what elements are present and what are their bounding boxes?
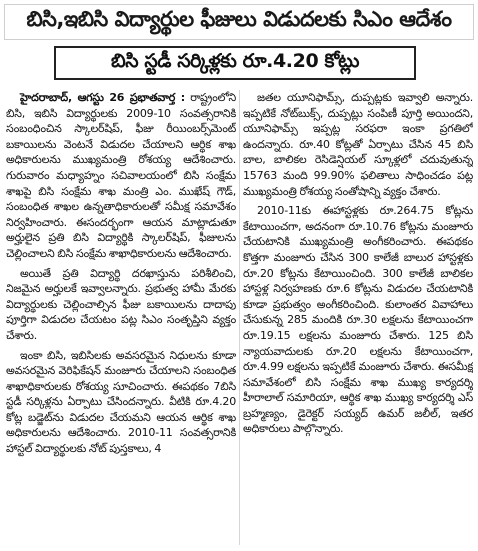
article-paragraph-5: 2010-11కు ఈహాస్టళ్లకు రూ.264.75 కోట్లను కేటాయించగా, అదనంగా రూ.10.76 కోట్లను మంజూరు చేయటానికి ముఖ్యమంత్రి అంగీకరించారు. ఈపథకం కొత్తగా మంజూరు చేసిన 300 కాలేజీ బాలుర హాస్టళ్లకు రూ.20 కోట్లను కేటాయించింది. 300 కాలేజీ బాలికల హాస్టళ్ల నిర్వహణకు రూ.6 కోట్లను విడుదల చేయటానికి కూడా ప్రభుత్వం అంగీకరించింది. కులాంతర వివాహాలు చేసుకున్న 285 మందికి రూ.30 లక్షలను కేటాయించగా రూ.19.15 లక్షలను మంజూరు చేశారు. 125 బిసి న్యాయవాదులకు రూ.20 లక్షలను కేటాయించగా, రూ.4.99 లక్షలను ఇప్పటికే మంజూరు చేశారు. ఈసమీక్ష సమావేశంలో బిసి సంక్షేమ శాఖ ముఖ్య కార్యదర్శి హీరాలాల్ సమారియా, ఆర్థిక శాఖ ముఖ్య కార్యదర్శి ఎస్ బ్రహ్మణ్యం, డైరెక్టర్ సయ్యద్ ఉమర్ జలీల్, ఇతర అధికారులు పాల్గొన్నారు.	[243, 204, 473, 436]
article-paragraph-4: జతల యూనిఫామ్స్, దుప్పట్లకు ఇవ్వాలి అన్నారు. ఇప్పటికే నోట్‌బుక్స్, దుప్పట్లు సంపిణీ పూర్తి అయిందని, యూనిఫామ్స్ ఇప్పట్ల సరఫరా ఇంకా ప్రగతిలో ఉందన్నారు. రూ.40 కోట్లతో ఏర్పాటు చేసిన 45 బిసి బాల, బాలికల రెసిడెన్షియల్ స్కూళ్లలో చదువుతున్న 15763 మంది 99.90% ఫలితాలు సాధించడం పట్ల ముఖ్యమంత్రి రోశయ్య సంతోషాన్ని వ్యక్తం చేశారు.	[243, 91, 473, 198]
article-paragraph-3: ఇంకా బిసి, ఇబిసిలకు అవసరమైన నిధులను కూడా అవసరమైన వెరిఫికేషన్ మంజూరు చేయాలని సంబంధిత శాఖాధికారులకు రోశయ్య సూచించారు. ఈపథకం 7బిసి స్టడీ సర్కిళ్లను ఏర్పాటు చేసిందన్నారు. వీటికి రూ.4.20 కోట్ల బడ్జెట్‌ను విడుదల చేయమని ఆయన ఆర్థిక శాఖ అధికారులను ఆదేశించారు. 2010-11 సంవత్సరానికి హాస్టల్ విద్యార్థులకు నోట్ పుస్తకాలు, 4	[6, 348, 236, 456]
subheadline-box: బిసి స్టడీ సర్కిళ్లకు రూ.4.20 కోట్లు	[54, 46, 416, 80]
article-paragraph-2: అయితే ప్రతి విద్యార్థి దరఖాస్తును పరిశీలించి, నిజమైన అర్హులకే ఇవ్వాలన్నారు. ప్రభుత్వ హామీ మేరకు విద్యార్థులకు చెల్లించాల్సిన ఫీజు బకాయిలను దాదాపు పూర్తిగా విడుదల చేయటం పట్ల సిఎం సంతృప్తిని వ్యక్తం చేశారు.	[6, 266, 236, 342]
article-paragraph-1	[6, 90, 236, 262]
headline: బిసి,ఇబిసి విద్యార్థుల ఫీజులు విడుదలకు సిఎం ఆదేశం	[4, 4, 474, 40]
dateline: హైదరాబాద్, ఆగస్టు 26 ప్రభాతవార్త :	[20, 91, 185, 104]
right-column	[243, 90, 473, 547]
left-column	[6, 90, 236, 547]
column-divider	[239, 90, 240, 545]
paragraph-text: రాష్ట్రంలోని బిసి, ఇబిసి విద్యార్థులకు 2009-10 సంవత్సరానికి సంబంధించిన స్కాలర్‌షిప్, ఫీజు రీయింబర్స్‌మెంట్ బకాయిలను వెంటనే విడుదల చేయాలని ఆర్థిక శాఖ అధికారులను ముఖ్యమంత్రి రోశయ్య ఆదేశించారు. గురువారం మధ్యాహ్నం సచివాలయంలో బిసి సంక్షేమ శాఖపై బిసి సంక్షేమ శాఖ మంత్రి ఎం. ముఖేష్ గౌడ్, సంబంధిత శాఖల ఉన్నతాధికారులతో సమీక్ష సమావేశం నిర్వహించారు. ఈసందర్భంగా ఆయన మాట్లాడుతూ అర్హులైన ప్రతి బిసి విద్యార్థికి స్కాలర్‌షిప్, ఫీజులను చెల్లించాలని బిసి సంక్షేమ శాఖాధికారులను ఆదేశించారు.	[6, 91, 236, 260]
